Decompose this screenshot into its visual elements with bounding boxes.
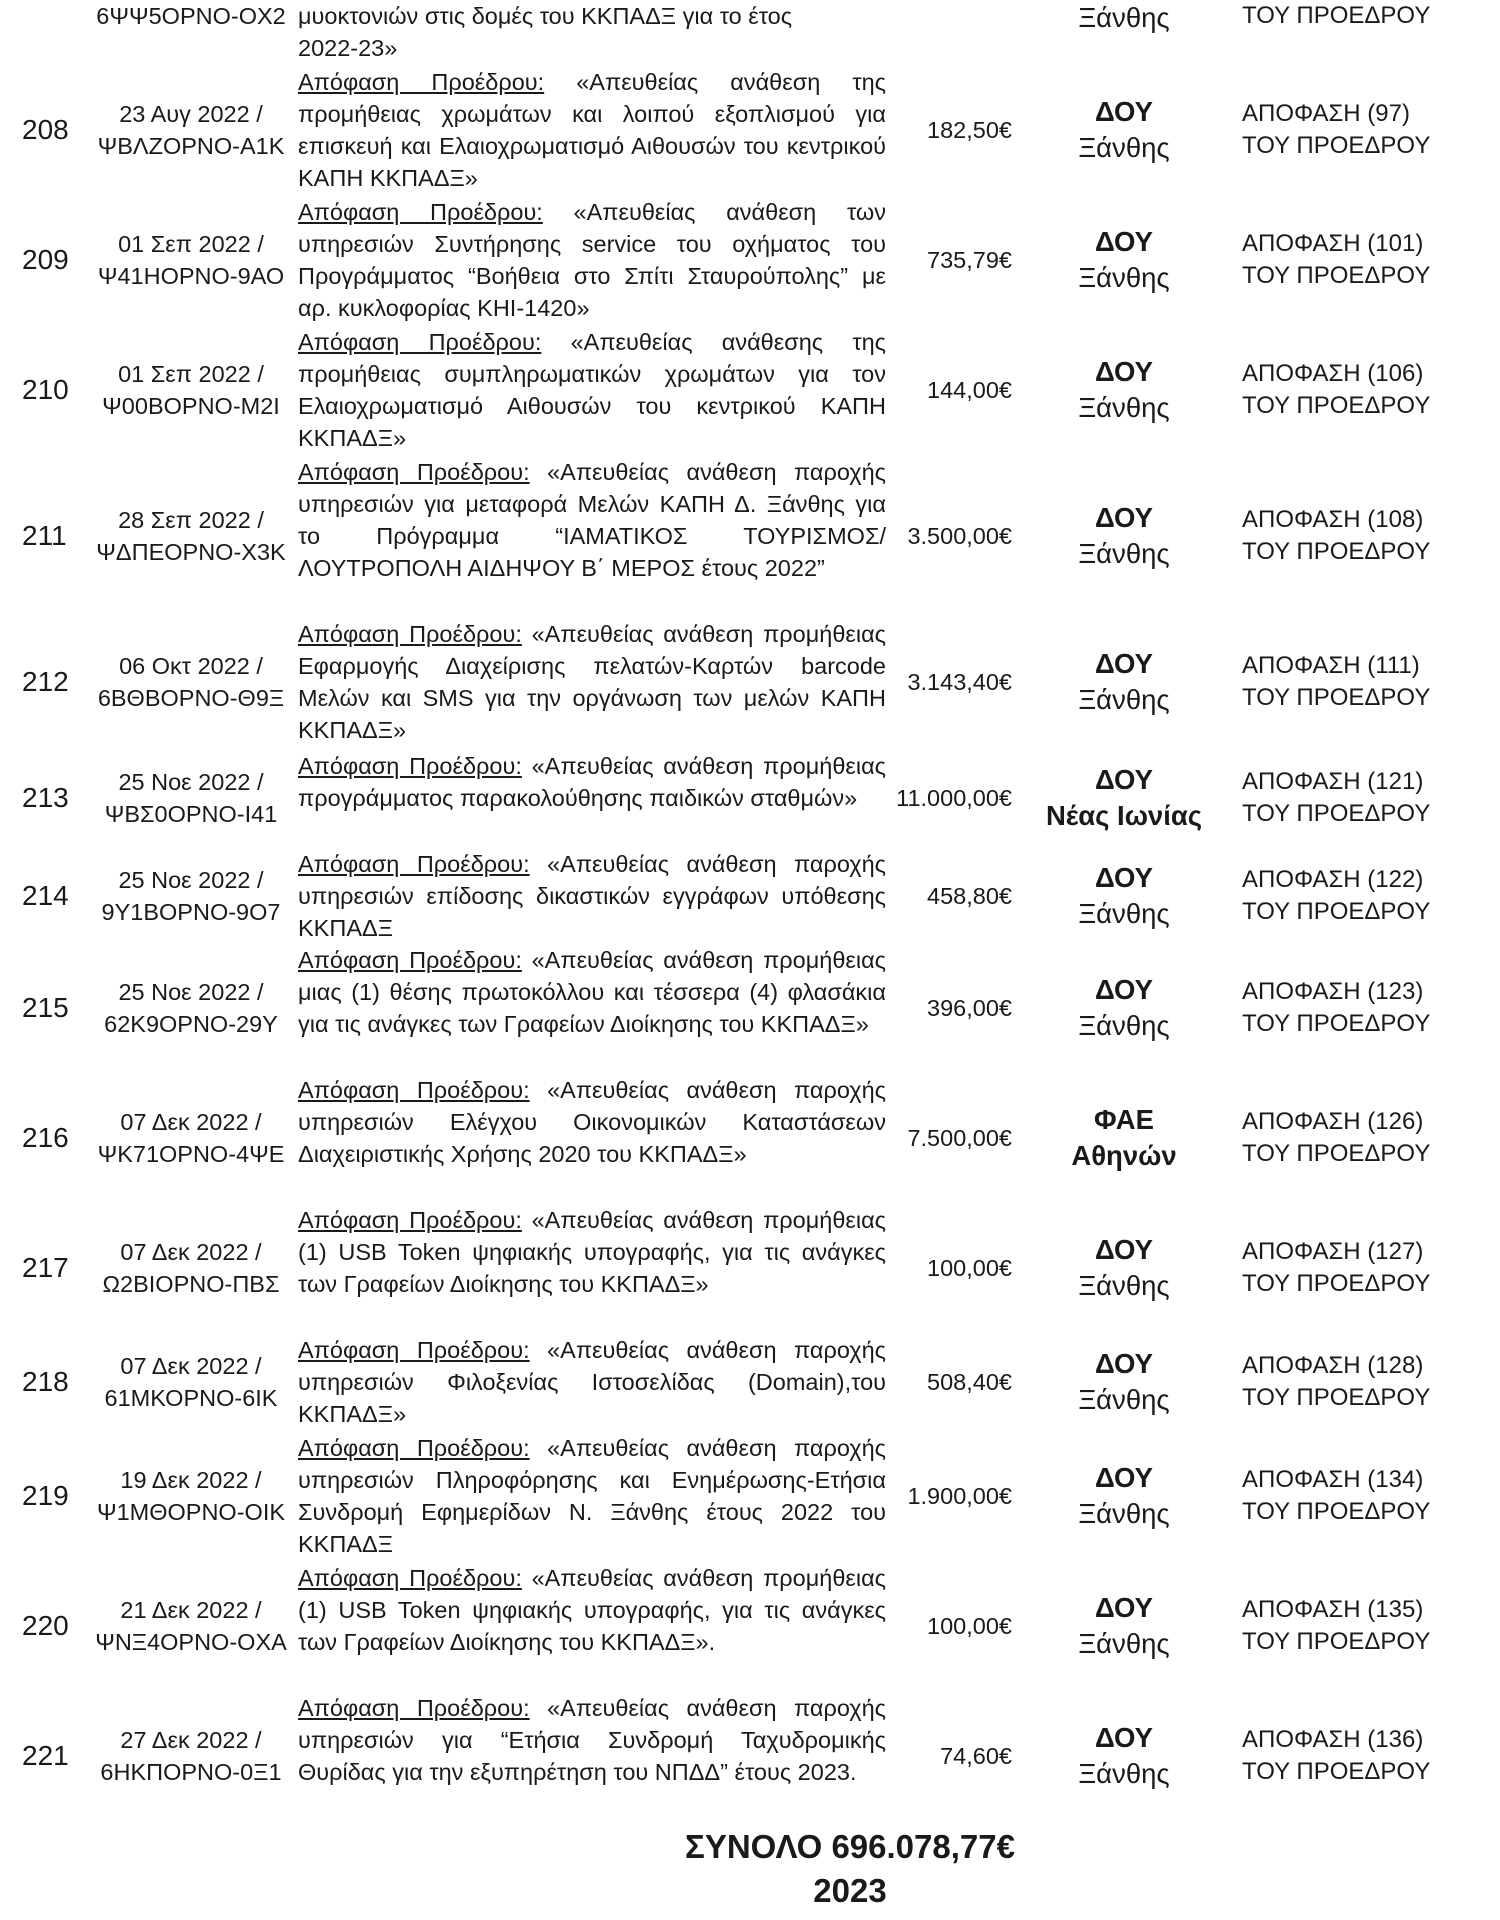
table-row — [0, 456, 1500, 616]
row-tax-office: Ξάνθης — [1078, 2, 1170, 33]
row-decision: ΤΟΥ ΠΡΟΕΔΡΟΥ — [1242, 2, 1431, 29]
row-date-id — [86, 358, 296, 422]
row-description — [298, 1692, 886, 1788]
decision-issuer: ΤΟΥ ΠΡΟΕΔΡΟΥ — [1242, 1384, 1431, 1411]
row-amount: 100,00€ — [927, 1255, 1012, 1281]
row-decision — [1242, 1464, 1500, 1528]
tax-office-city: Αθηνών — [1071, 1140, 1177, 1171]
row-decision — [1242, 650, 1500, 714]
row-tax-office — [1024, 860, 1224, 932]
decision-number: ΑΠΟΦΑΣΗ (126) — [1242, 1108, 1424, 1135]
table-row — [0, 750, 1500, 846]
decision-label: Απόφαση Προέδρου: — [298, 1435, 530, 1461]
row-id: 6ΨΨ5ΟΡΝΟ-ΟΧ2 — [96, 3, 286, 29]
row-id: ΨΒΛΖΟΡΝΟ-Α1Κ — [97, 133, 285, 159]
decision-label: Απόφαση Προέδρου: — [298, 851, 530, 877]
decision-number: ΑΠΟΦΑΣΗ (97) — [1242, 100, 1410, 127]
row-decision — [1242, 1724, 1500, 1788]
decision-label: Απόφαση Προέδρου: — [298, 621, 522, 647]
row-amount: 1.900,00€ — [907, 1483, 1012, 1509]
row-tax-office — [1024, 500, 1224, 572]
table-row — [0, 848, 1500, 944]
table-row — [0, 618, 1500, 746]
decision-issuer: ΤΟΥ ΠΡΟΕΔΡΟΥ — [1242, 1270, 1431, 1297]
description-text: «Απευθείας ανάθεση των υπηρεσιών Συντήρησης service του οχήματος του Προγράμματος “Βοήθεια στο Σπίτι Σταυρούπολης” με αρ. κυκλοφορίας ΚΗΙ-1420» — [298, 199, 886, 321]
row-decision — [1242, 228, 1500, 292]
row-date: 19 Δεκ 2022 / — [120, 1467, 262, 1493]
description-text: «Απευθείας ανάθεση προμήθειας (1) USB Token ψηφιακής υπογραφής, για τις ανάγκες των Γραφείων Διοίκησης του ΚΚΠΑΔΞ» — [298, 1207, 887, 1297]
row-decision — [1242, 1106, 1500, 1170]
table-row-fragment — [0, 0, 1500, 61]
description-text: «Απευθείας ανάθεση παροχής υπηρεσιών για “Ετήσια Συνδρομή Ταχυδρομικής Θυρίδας για την εξυπηρέτηση του ΝΠΔΔ” έτους 2023. — [298, 1695, 887, 1785]
row-tax-office — [1024, 354, 1224, 426]
decision-number: ΑΠΟΦΑΣΗ (127) — [1242, 1238, 1424, 1265]
table-row — [0, 1562, 1500, 1690]
tax-office-type: ΔΟΥ — [1095, 764, 1153, 795]
row-date: 25 Νοε 2022 / — [118, 867, 264, 893]
description-text: «Απευθείας ανάθεση παροχής υπηρεσιών για μεταφορά Μελών ΚΑΠΗ Δ. Ξάνθης για το Πρόγραμμα “ΙΑΜΑΤΙΚΟΣ ΤΟΥΡΙΣΜΟΣ/ΛΟΥΤΡΟΠΟΛΗ ΑΙΔΗΨΟΥ Β΄ ΜΕΡΟΣ έτους 2022” — [298, 459, 887, 581]
table-row — [0, 66, 1500, 194]
tax-office-city: Ξάνθης — [1078, 1498, 1170, 1529]
tax-office-type: ΔΟΥ — [1095, 96, 1153, 127]
decision-issuer: ΤΟΥ ΠΡΟΕΔΡΟΥ — [1242, 1140, 1431, 1167]
row-id: Ψ00ΒΟΡΝΟ-Μ2Ι — [102, 393, 280, 419]
row-date-id — [86, 766, 296, 830]
row-date: 21 Δεκ 2022 / — [120, 1597, 262, 1623]
description-text: «Απευθείας ανάθεση παροχής υπηρεσιών επίδοσης δικαστικών εγγράφων υπόθεσης ΚΚΠΑΔΞ — [298, 851, 887, 941]
row-description — [298, 1562, 886, 1658]
row-date: 28 Σεπ 2022 / — [118, 507, 264, 533]
decision-issuer: ΤΟΥ ΠΡΟΕΔΡΟΥ — [1242, 1758, 1431, 1785]
decision-issuer: ΤΟΥ ΠΡΟΕΔΡΟΥ — [1242, 392, 1431, 419]
tax-office-type: ΔΟΥ — [1095, 862, 1153, 893]
row-date: 07 Δεκ 2022 / — [120, 1353, 262, 1379]
row-tax-office — [1024, 1232, 1224, 1304]
decision-label: Απόφαση Προέδρου: — [298, 329, 542, 355]
decision-number: ΑΠΟΦΑΣΗ (136) — [1242, 1726, 1424, 1753]
row-amount: 458,80€ — [927, 883, 1012, 909]
tax-office-city: Ξάνθης — [1078, 392, 1170, 423]
row-number: 219 — [22, 1480, 69, 1511]
row-id: ΨΝΞ4ΟΡΝΟ-ΟΧΑ — [95, 1629, 287, 1655]
row-date-id — [86, 1594, 296, 1658]
total-line: ΣΥΝΟΛΟ 696.078,77€ — [685, 1828, 1015, 1865]
row-amount: 508,40€ — [927, 1369, 1012, 1395]
tax-office-city: Ξάνθης — [1078, 898, 1170, 929]
row-date: 06 Οκτ 2022 / — [119, 653, 263, 679]
row-description — [298, 1432, 886, 1560]
table-row — [0, 1204, 1500, 1332]
row-date: 01 Σεπ 2022 / — [118, 361, 264, 387]
table-row — [0, 1074, 1500, 1202]
decision-label: Απόφαση Προέδρου: — [298, 459, 530, 485]
row-date-id — [86, 98, 296, 162]
tax-office-city: Ξάνθης — [1078, 1384, 1170, 1415]
row-date-id — [86, 1236, 296, 1300]
row-decision — [1242, 864, 1500, 928]
tax-office-city: Ξάνθης — [1078, 132, 1170, 163]
decision-label: Απόφαση Προέδρου: — [298, 1337, 530, 1363]
row-date-id — [86, 650, 296, 714]
row-id: Ω2ΒΙΟΡΝΟ-ΠΒΣ — [102, 1271, 280, 1297]
decision-issuer: ΤΟΥ ΠΡΟΕΔΡΟΥ — [1242, 898, 1431, 925]
row-description — [298, 456, 886, 584]
decision-number: ΑΠΟΦΑΣΗ (121) — [1242, 768, 1424, 795]
row-tax-office — [1024, 762, 1224, 834]
row-decision — [1242, 1594, 1500, 1658]
decision-label: Απόφαση Προέδρου: — [298, 1077, 530, 1103]
row-id: 61ΜΚΟΡΝΟ-6ΙΚ — [104, 1385, 278, 1411]
decision-issuer: ΤΟΥ ΠΡΟΕΔΡΟΥ — [1242, 132, 1431, 159]
row-decision — [1242, 504, 1500, 568]
decision-number: ΑΠΟΦΑΣΗ (123) — [1242, 978, 1424, 1005]
decision-number: ΑΠΟΦΑΣΗ (134) — [1242, 1466, 1424, 1493]
decision-issuer: ΤΟΥ ΠΡΟΕΔΡΟΥ — [1242, 1010, 1431, 1037]
row-date: 07 Δεκ 2022 / — [120, 1239, 262, 1265]
row-amount: 11.000,00€ — [896, 785, 1012, 811]
table-row — [0, 1334, 1500, 1430]
row-decision — [1242, 98, 1500, 162]
description-text: «Απευθείας ανάθεση προμήθειας (1) USB Token ψηφιακής υπογραφής, για τις ανάγκες των Γραφείων Διοίκησης του ΚΚΠΑΔΞ». — [298, 1565, 887, 1655]
tax-office-type: ΔΟΥ — [1095, 1462, 1153, 1493]
tax-office-city: Ξάνθης — [1078, 538, 1170, 569]
tax-office-city: Ξάνθης — [1078, 1010, 1170, 1041]
row-description — [298, 1334, 886, 1430]
tax-office-city: Ξάνθης — [1078, 1628, 1170, 1659]
tax-office-type: ΔΟΥ — [1095, 502, 1153, 533]
table-row — [0, 944, 1500, 1072]
decision-number: ΑΠΟΦΑΣΗ (101) — [1242, 230, 1424, 257]
description-text: «Απευθείας ανάθεση προμήθειας μιας (1) θέσης πρωτοκόλλου και τέσσερα (4) φλασάκια για τις ανάγκες των Γραφείων Διοίκησης του ΚΚΠΑΔΞ» — [298, 947, 887, 1037]
row-description — [298, 618, 886, 746]
row-date-id — [86, 1350, 296, 1414]
tax-office-city: Ξάνθης — [1078, 1270, 1170, 1301]
row-description — [298, 326, 886, 454]
tax-office-type: ΔΟΥ — [1095, 226, 1153, 257]
row-number: 212 — [22, 666, 69, 697]
decision-number: ΑΠΟΦΑΣΗ (122) — [1242, 866, 1424, 893]
decision-label: Απόφαση Προέδρου: — [298, 1207, 522, 1233]
tax-office-type: ΔΟΥ — [1095, 1722, 1153, 1753]
row-date: 07 Δεκ 2022 / — [120, 1109, 262, 1135]
row-date-id — [86, 504, 296, 568]
row-description — [298, 196, 886, 324]
row-number: 220 — [22, 1610, 69, 1641]
row-tax-office — [1024, 646, 1224, 718]
tax-office-type: ΔΟΥ — [1095, 648, 1153, 679]
description-text: «Απευθείας ανάθεση προμήθειας προγράμματος παρακολούθησης παιδικών σταθμών» — [298, 753, 887, 811]
row-amount: 396,00€ — [927, 995, 1012, 1021]
row-number: 215 — [22, 992, 69, 1023]
row-description: μυοκτονιών στις δομές του ΚΚΠΑΔΞ για το έτος 2022-23» — [298, 3, 793, 61]
decision-label: Απόφαση Προέδρου: — [298, 1565, 522, 1591]
row-tax-office — [1024, 1102, 1224, 1174]
decision-issuer: ΤΟΥ ΠΡΟΕΔΡΟΥ — [1242, 538, 1431, 565]
row-date-id — [86, 1724, 296, 1788]
row-description — [298, 750, 886, 814]
description-text: «Απευθείας ανάθεση προμήθειας Εφαρμογής Διαχείρισης πελατών-Καρτών barcode Μελών και SMS για την οργάνωση των μελών ΚΑΠΗ ΚΚΠΑΔΞ» — [298, 621, 887, 743]
decision-number: ΑΠΟΦΑΣΗ (106) — [1242, 360, 1424, 387]
table-row — [0, 1692, 1500, 1820]
description-text: «Απευθείας ανάθεση παροχής υπηρεσιών Πληροφόρησης και Ενημέρωσης-Ετήσια Συνδρομή Εφημερίδων Ν. Ξάνθης έτους 2022 του ΚΚΠΑΔΞ — [298, 1435, 887, 1557]
row-id: 9Υ1ΒΟΡΝΟ-9Ο7 — [101, 899, 281, 925]
row-tax-office — [1024, 972, 1224, 1044]
row-number: 218 — [22, 1366, 69, 1397]
tax-office-type: ΔΟΥ — [1095, 1348, 1153, 1379]
description-text: «Απευθείας ανάθεσης της προμήθειας συμπληρωματικών χρωμάτων για τον Ελαιοχρωματισμό Αιθουσών του κεντρικού ΚΑΠΗ ΚΚΠΑΔΞ» — [298, 329, 887, 451]
description-text: «Απευθείας ανάθεση παροχής υπηρεσιών Φιλοξενίας Ιστοσελίδας (Domain),του ΚΚΠΑΔΞ» — [298, 1337, 887, 1427]
row-date-id — [86, 228, 296, 292]
decision-label: Απόφαση Προέδρου: — [298, 1695, 530, 1721]
tax-office-city: Νέας Ιωνίας — [1045, 800, 1203, 831]
tax-office-type: ΦΑΕ — [1093, 1104, 1155, 1135]
tax-office-type: ΔΟΥ — [1095, 1234, 1153, 1265]
row-number: 211 — [22, 520, 67, 551]
decision-number: ΑΠΟΦΑΣΗ (135) — [1242, 1596, 1424, 1623]
row-amount: 182,50€ — [927, 117, 1012, 143]
row-date: 01 Σεπ 2022 / — [118, 231, 264, 257]
row-date: 25 Νοε 2022 / — [118, 769, 264, 795]
row-number: 216 — [22, 1122, 69, 1153]
row-id: ΨΚ71ΟΡΝΟ-4ΨΕ — [97, 1141, 285, 1167]
row-id: ΨΒΣ0ΟΡΝΟ-Ι41 — [104, 801, 278, 827]
row-id: ΨΔΠΕΟΡΝΟ-Χ3Κ — [96, 539, 286, 565]
row-amount: 3.500,00€ — [907, 523, 1012, 549]
row-amount: 144,00€ — [927, 377, 1012, 403]
description-text: «Απευθείας ανάθεση παροχής υπηρεσιών Ελέγχου Οικονομικών Καταστάσεων Διαχειριστικής Χρήσης 2020 του ΚΚΠΑΔΞ» — [298, 1077, 887, 1167]
decision-label: Απόφαση Προέδρου: — [298, 753, 522, 779]
decision-label: Απόφαση Προέδρου: — [298, 947, 522, 973]
row-amount: 100,00€ — [927, 1613, 1012, 1639]
tax-office-type: ΔΟΥ — [1095, 356, 1153, 387]
row-number: 221 — [22, 1740, 69, 1771]
decision-number: ΑΠΟΦΑΣΗ (111) — [1242, 652, 1420, 679]
row-tax-office — [1024, 1346, 1224, 1418]
decision-issuer: ΤΟΥ ΠΡΟΕΔΡΟΥ — [1242, 1628, 1431, 1655]
table-row — [0, 196, 1500, 324]
row-date: 23 Αυγ 2022 / — [119, 101, 263, 127]
tax-office-city: Ξάνθης — [1078, 262, 1170, 293]
row-number: 209 — [22, 244, 69, 275]
row-date-id — [86, 976, 296, 1040]
row-amount: 74,60€ — [940, 1743, 1012, 1769]
row-tax-office — [1024, 224, 1224, 296]
row-id: Ψ1ΜΘΟΡΝΟ-ΟΙΚ — [96, 1499, 286, 1525]
row-id: 6ΗΚΠΟΡΝΟ-0Ξ1 — [100, 1759, 282, 1785]
row-id: 62Κ9ΟΡΝΟ-29Υ — [104, 1011, 278, 1037]
row-description — [298, 1204, 886, 1300]
row-number: 213 — [22, 782, 69, 813]
decision-number: ΑΠΟΦΑΣΗ (128) — [1242, 1352, 1424, 1379]
next-year-heading: 2023 — [813, 1872, 887, 1909]
tax-office-type: ΔΟΥ — [1095, 974, 1153, 1005]
row-amount: 7.500,00€ — [907, 1125, 1012, 1151]
row-decision — [1242, 358, 1500, 422]
row-description — [298, 66, 886, 194]
table-row — [0, 1432, 1500, 1560]
row-decision — [1242, 1236, 1500, 1300]
row-date-id — [86, 1464, 296, 1528]
row-number: 217 — [22, 1252, 69, 1283]
row-decision — [1242, 1350, 1500, 1414]
row-date-id — [86, 1106, 296, 1170]
row-id: 6ΒΘΒΟΡΝΟ-Θ9Ξ — [97, 685, 285, 711]
tax-office-city: Ξάνθης — [1078, 684, 1170, 715]
decision-issuer: ΤΟΥ ΠΡΟΕΔΡΟΥ — [1242, 262, 1431, 289]
row-number: 214 — [22, 880, 69, 911]
decision-label: Απόφαση Προέδρου: — [298, 199, 543, 225]
row-date: 25 Νοε 2022 / — [118, 979, 264, 1005]
row-number: 208 — [22, 114, 69, 145]
row-description — [298, 944, 886, 1040]
row-tax-office — [1024, 94, 1224, 166]
decision-issuer: ΤΟΥ ΠΡΟΕΔΡΟΥ — [1242, 800, 1431, 827]
decision-number: ΑΠΟΦΑΣΗ (108) — [1242, 506, 1424, 533]
decision-label: Απόφαση Προέδρου: — [298, 69, 545, 95]
row-number: 210 — [22, 374, 69, 405]
row-description — [298, 1074, 886, 1170]
row-date-id — [86, 864, 296, 928]
row-date: 27 Δεκ 2022 / — [120, 1727, 262, 1753]
row-amount: 3.143,40€ — [907, 669, 1012, 695]
row-tax-office — [1024, 1720, 1224, 1792]
tax-office-type: ΔΟΥ — [1095, 1592, 1153, 1623]
description-text: «Απευθείας ανάθεση της προμήθειας χρωμάτων και λοιπού εξοπλισμού για επισκευή και Ελαιοχρωματισμό Αιθουσών του κεντρικού ΚΑΠΗ ΚΚΠΑΔΞ» — [298, 69, 886, 191]
row-description — [298, 848, 886, 944]
tax-office-city: Ξάνθης — [1078, 1758, 1170, 1789]
decision-issuer: ΤΟΥ ΠΡΟΕΔΡΟΥ — [1242, 1498, 1431, 1525]
table-row — [0, 326, 1500, 454]
decision-issuer: ΤΟΥ ΠΡΟΕΔΡΟΥ — [1242, 684, 1431, 711]
row-amount: 735,79€ — [927, 247, 1012, 273]
row-decision — [1242, 766, 1500, 830]
row-tax-office — [1024, 1590, 1224, 1662]
row-decision — [1242, 976, 1500, 1040]
row-id: Ψ41ΗΟΡΝΟ-9ΑΟ — [97, 263, 285, 289]
row-tax-office — [1024, 1460, 1224, 1532]
